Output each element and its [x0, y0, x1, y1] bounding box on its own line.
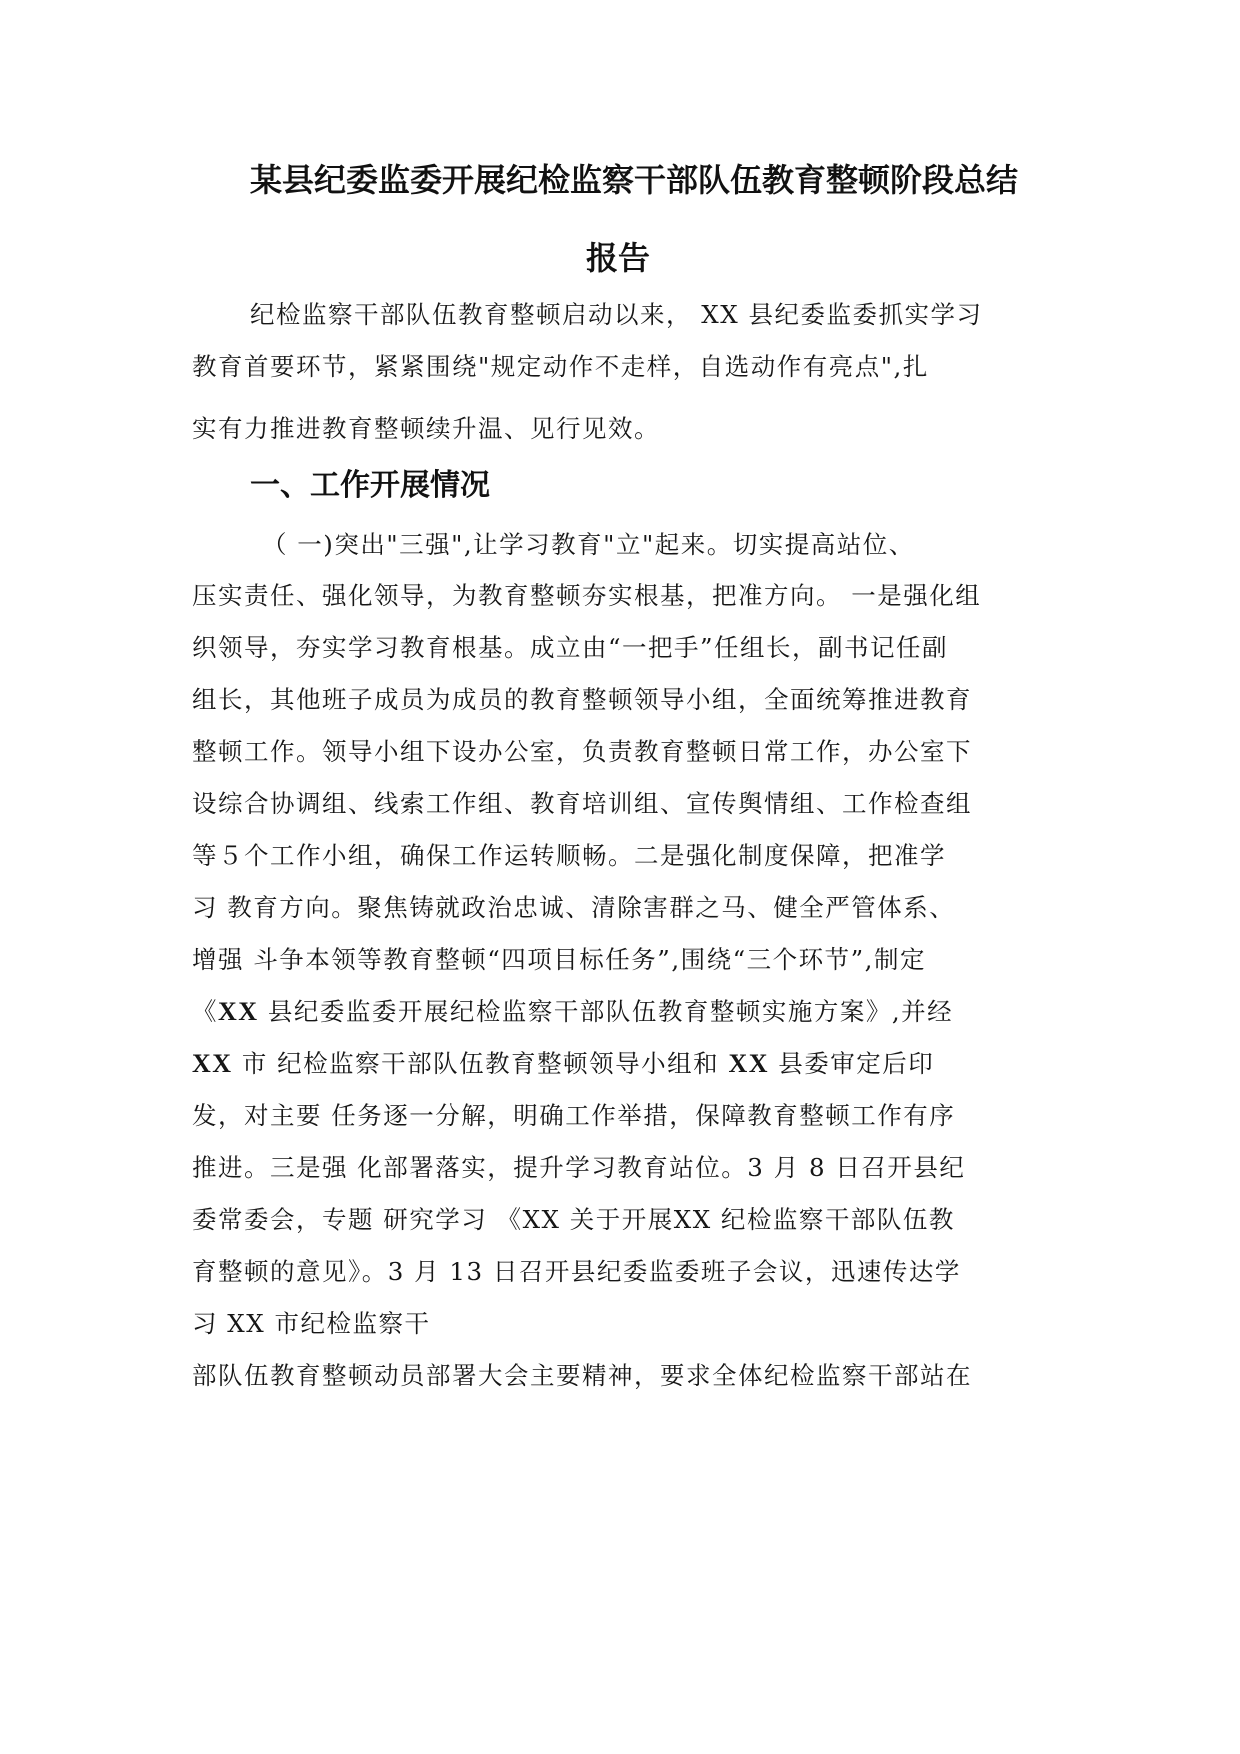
paragraph-line: 整顿工作。领导小组下设办公室，负责教育整顿日常工作，办公室下	[192, 737, 972, 766]
paragraph-line: 育整顿的意见》。3 月 13 日召开县纪委监委班子会议，迅速传达学	[192, 1257, 961, 1286]
text-span: 县委审定后印	[769, 1049, 935, 1078]
paragraph-line: 习 XX 市纪检监察干	[192, 1309, 431, 1338]
section-heading-1: 一、工作开展情况	[250, 468, 490, 503]
bold-text: XX	[218, 997, 259, 1026]
paragraph-line: 压实责任、强化领导，为教育整顿夯实根基，把准方向。 一是强化组	[192, 581, 982, 610]
paragraph-line: 发，对主要 任务逐一分解，明确工作举措，保障教育整顿工作有序	[192, 1101, 956, 1130]
text-span: 县纪委监委开展纪检监察干部队伍教育整顿实施方案》,并经	[258, 997, 954, 1026]
paragraph-line: 设综合协调组、线索工作组、教育培训组、宣传舆情组、工作检查组	[192, 789, 972, 818]
intro-line-1: 纪检监察干部队伍教育整顿启动以来， XX 县纪委监委抓实学习	[250, 300, 983, 329]
text-span: 《	[192, 997, 218, 1026]
bold-text: XX	[728, 1049, 769, 1078]
text-span: 市 纪检监察干部队伍教育整顿领导小组和	[232, 1049, 729, 1078]
paragraph-line: 增强 斗争本领等教育整顿“四项目标任务”,围绕“三个环节”,制定	[192, 945, 926, 974]
paragraph-line: 习 教育方向。聚焦铸就政治忠诚、清除害群之马、健全严管体系、	[192, 893, 956, 922]
paragraph-line: 等５个工作小组，确保工作运转顺畅。二是强化制度保障，把准学	[192, 841, 946, 870]
paragraph-line	[192, 1046, 934, 1082]
bold-text: XX	[192, 1049, 233, 1078]
paragraph-line: 部队伍教育整顿动员部署大会主要精神，要求全体纪检监察干部站在	[192, 1361, 972, 1390]
paragraph-line: 推进。三是强 化部署落实，提升学习教育站位。3 月 8 日召开县纪	[192, 1153, 966, 1182]
paragraph-line: 织领导，夯实学习教育根基。成立由“一把手”任组长，副书记任副	[192, 633, 949, 662]
intro-line-3: 实有力推进教育整顿续升温、见行见效。	[192, 414, 660, 443]
paragraph-line: 委常委会，专题 研究学习 《XX 关于开展XX 纪检监察干部队伍教	[192, 1205, 955, 1234]
paragraph-line: 组长，其他班子成员为成员的教育整顿领导小组，全面统筹推进教育	[192, 685, 972, 714]
paragraph-line: （ 一)突出"三强",让学习教育"立"起来。切实提高站位、	[262, 530, 915, 559]
intro-line-2: 教育首要环节，紧紧围绕"规定动作不走样，自选动作有亮点",扎	[192, 352, 929, 381]
document-title-line-1: 某县纪委监委开展纪检监察干部队伍教育整顿阶段总结	[250, 161, 1019, 199]
paragraph-line	[192, 994, 953, 1030]
document-title-line-2: 报告	[586, 239, 651, 277]
